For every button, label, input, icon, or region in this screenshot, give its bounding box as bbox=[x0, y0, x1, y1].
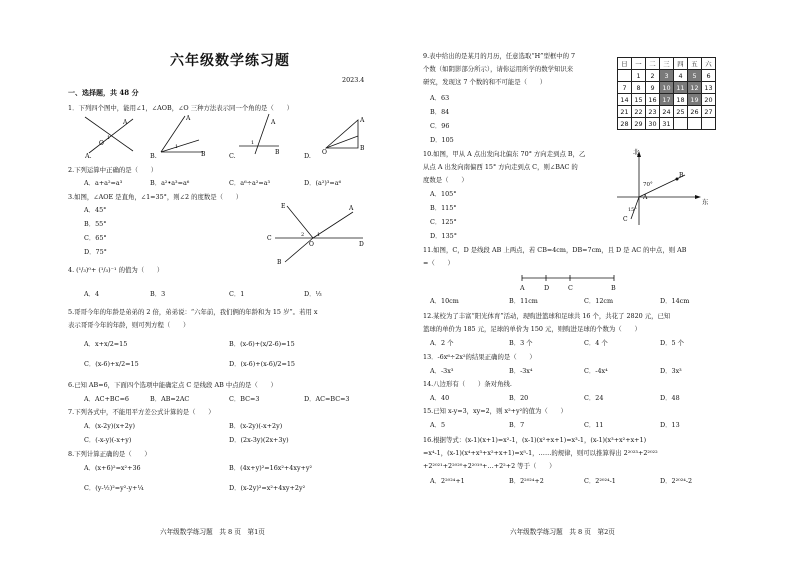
svg-text:A: A bbox=[271, 119, 276, 126]
svg-text:A: A bbox=[123, 119, 128, 126]
q13-option-a: A．-3x³ bbox=[430, 367, 454, 375]
svg-text:1: 1 bbox=[107, 135, 111, 141]
svg-text:E: E bbox=[281, 203, 286, 210]
calendar-cell: 14 bbox=[618, 94, 632, 106]
point-a: A bbox=[520, 284, 525, 292]
q3-option-d: D．75° bbox=[84, 248, 107, 256]
q2-option-b: B．a²•a³=a⁶ bbox=[150, 179, 190, 187]
q14-option-a: A．40 bbox=[430, 394, 450, 402]
q14-option-b: B．20 bbox=[509, 394, 529, 402]
q12-option-a: A．2 个 bbox=[430, 339, 454, 347]
calendar-cell: 21 bbox=[618, 106, 632, 118]
svg-text:D: D bbox=[359, 241, 364, 248]
calendar-row bbox=[618, 82, 716, 94]
q13-option-d: D．3x³ bbox=[660, 367, 682, 375]
q6-option-d: D．AC=BC=3 bbox=[304, 395, 350, 403]
svg-text:A: A bbox=[186, 115, 191, 122]
calendar-cell bbox=[674, 118, 688, 130]
q16-option-d: D．2²⁰²⁴-2 bbox=[660, 477, 693, 485]
calendar-cell: 6 bbox=[702, 70, 716, 82]
point-d: D bbox=[544, 284, 550, 292]
q8-stem: 8.下列计算正确的是（ ） bbox=[68, 450, 151, 458]
q16-stem-2: =x⁴-1，(x-1)(x⁴+x³+x²+x+1)=x⁵-1，……的规律，则可以推算得出 2²⁰²³+2²⁰²² bbox=[423, 449, 658, 457]
svg-text:2: 2 bbox=[301, 232, 305, 238]
point-b: B bbox=[611, 284, 616, 292]
calendar-head-cell: 四 bbox=[674, 58, 688, 70]
q10-compass-figure bbox=[615, 145, 715, 230]
q3-stem: 3.如图，∠AOE 是直角，∠1=35°，则∠2 的度数是（ ） bbox=[68, 193, 243, 201]
q4-option-d: D．⅓ bbox=[304, 290, 322, 298]
calendar-cell bbox=[618, 70, 632, 82]
q13-option-c: C．-4x⁴ bbox=[584, 367, 608, 375]
calendar-row bbox=[618, 106, 716, 118]
q15-option-d: D．13 bbox=[660, 421, 680, 429]
svg-text:C: C bbox=[623, 216, 628, 223]
q9-option-b: B．84 bbox=[430, 108, 450, 116]
q6-stem: 6.已知 AB=6，下面四个选项中能确定点 C 是线段 AB 中点的是（ ） bbox=[68, 381, 277, 389]
calendar-cell bbox=[702, 118, 716, 130]
q5-stem-1: 5.哥哥今年的年龄是弟弟的 2 倍，弟弟说：“六年前，我们俩的年龄和为 15 岁”。若用 x bbox=[68, 308, 318, 316]
q4-option-a: A．4 bbox=[84, 290, 100, 298]
q16-option-c: C．2²⁰²⁴-1 bbox=[584, 477, 616, 485]
calendar-cell: 16 bbox=[646, 94, 660, 106]
svg-text:1: 1 bbox=[317, 232, 321, 238]
calendar-row bbox=[618, 118, 716, 130]
calendar-cell: 29 bbox=[632, 118, 646, 130]
q7-option-c: C．(-x-y)(-x+y) bbox=[84, 436, 132, 444]
calendar-cell: 8 bbox=[632, 82, 646, 94]
calendar-table bbox=[617, 57, 716, 130]
north-label: 北 bbox=[633, 148, 640, 156]
calendar-head-cell: 六 bbox=[702, 58, 716, 70]
q9-option-c: C．96 bbox=[430, 122, 450, 130]
calendar-head-cell: 一 bbox=[632, 58, 646, 70]
calendar-head-cell: 日 bbox=[618, 58, 632, 70]
q1-option-c: C. bbox=[229, 152, 236, 160]
calendar-cell-shaded: 19 bbox=[688, 94, 702, 106]
q7-stem: 7.下列各式中，不能用平方差公式计算的是（ ） bbox=[68, 408, 215, 416]
q16-option-a: A．2²⁰²⁴+1 bbox=[430, 477, 465, 485]
q9-option-d: D．105 bbox=[430, 136, 454, 144]
q7-option-d: D．(2x-3y)(2x+3y) bbox=[229, 436, 289, 444]
calendar-row bbox=[618, 70, 716, 82]
q13-stem: 13．-6x⁶÷2x²的结果正确的是（ ） bbox=[423, 353, 536, 361]
q1-figure-b bbox=[155, 112, 210, 156]
q12-option-d: D．5 个 bbox=[660, 339, 685, 347]
q6-option-c: C．BC=3 bbox=[229, 395, 260, 403]
svg-text:B: B bbox=[360, 145, 365, 152]
q1-figure-a bbox=[85, 115, 135, 155]
q5-stem-2: 表示哥哥今年的年龄，则可列方程（ ） bbox=[68, 321, 190, 329]
calendar-cell-shaded: 5 bbox=[688, 70, 702, 82]
q5-option-c: C．(x-6)+x/2=15 bbox=[84, 360, 139, 368]
svg-text:O: O bbox=[322, 149, 327, 156]
svg-text:O: O bbox=[99, 140, 104, 147]
svg-text:C: C bbox=[267, 235, 272, 242]
q8-option-a: A．(x+6)²=x²+36 bbox=[84, 464, 141, 472]
calendar-cell bbox=[688, 118, 702, 130]
q15-option-b: B．7 bbox=[509, 421, 525, 429]
q1-figure-c bbox=[235, 112, 285, 156]
calendar-cell: 22 bbox=[632, 106, 646, 118]
section-heading: 一、选择题，共 48 分 bbox=[68, 88, 139, 97]
svg-text:B: B bbox=[201, 151, 206, 158]
q2-option-a: A．a+a²=a³ bbox=[84, 179, 123, 187]
east-label: 东 bbox=[702, 198, 709, 206]
calendar-cell: 28 bbox=[618, 118, 632, 130]
page-title: 六年级数学练习题 bbox=[170, 53, 290, 69]
calendar-cell: 20 bbox=[702, 94, 716, 106]
q10-stem-3: 度数是（ ） bbox=[423, 176, 468, 184]
calendar-cell: 31 bbox=[660, 118, 674, 130]
svg-text:A: A bbox=[643, 194, 648, 201]
calendar-head-cell: 二 bbox=[646, 58, 660, 70]
calendar-head-cell: 三 bbox=[660, 58, 674, 70]
calendar-cell: 27 bbox=[702, 106, 716, 118]
q16-stem-1: 16.根据等式：(x-1)(x+1)=x²-1，(x-1)(x²+x+1)=x³-1，(x-1)(x³+x²+x+1) bbox=[423, 436, 647, 444]
q11-option-c: C．12cm bbox=[584, 297, 614, 305]
q5-option-a: A．x+x/2=15 bbox=[84, 340, 128, 348]
svg-text:A: A bbox=[360, 117, 365, 124]
calendar-cell-shaded: 12 bbox=[688, 82, 702, 94]
q14-stem: 14.八边形有（ ）条对角线. bbox=[423, 380, 512, 388]
q15-option-c: C．11 bbox=[584, 421, 604, 429]
q6-option-a: A．AC+BC=6 bbox=[84, 395, 129, 403]
q1-stem: 1．下列四个图中，能用∠1，∠AOB，∠O 三种方法表示同一个角的是（ ） bbox=[68, 104, 293, 112]
q10-stem-1: 10.如图，甲从 A 点出发向北偏东 70° 方向走到点 B，乙 bbox=[423, 150, 586, 158]
calendar-cell: 23 bbox=[646, 106, 660, 118]
q5-option-d: D．(x-6)+(x-6)/2=15 bbox=[229, 360, 295, 368]
q10-option-d: D．135° bbox=[430, 232, 457, 240]
q8-option-c: C．(y-½)²=y²-y+¼ bbox=[84, 484, 144, 492]
q1-figure-d bbox=[320, 112, 368, 154]
q9-stem-2: 个数（如阴影部分所示），请你运用所学的数学知识来 bbox=[423, 65, 574, 73]
calendar-cell: 7 bbox=[618, 82, 632, 94]
calendar-cell: 4 bbox=[674, 70, 688, 82]
q4-stem: 4. (¹/₃)⁰+ (¹/₃)⁻¹ 的值为（ ） bbox=[68, 266, 164, 274]
svg-text:1: 1 bbox=[175, 144, 179, 150]
q11-option-d: D．14cm bbox=[660, 297, 690, 305]
svg-text:B: B bbox=[275, 149, 280, 156]
date: 2023.4 bbox=[342, 76, 365, 84]
q12-stem-1: 12.某校为了丰富“阳光体育”活动，现购进篮球和足球共 16 个，共花了 2820 元，已知 bbox=[423, 312, 671, 320]
calendar-cell: 26 bbox=[688, 106, 702, 118]
q3-option-b: B．55° bbox=[84, 220, 107, 228]
calendar-cell-shaded: 11 bbox=[674, 82, 688, 94]
calendar-cell: 25 bbox=[674, 106, 688, 118]
q10-option-a: A．105° bbox=[430, 190, 457, 198]
svg-text:A: A bbox=[349, 205, 354, 212]
q14-option-d: D．48 bbox=[660, 394, 680, 402]
calendar-header-row bbox=[618, 58, 716, 70]
q10-option-c: C．125° bbox=[430, 218, 457, 226]
q10-option-b: B．115° bbox=[430, 204, 457, 212]
calendar-cell: 18 bbox=[674, 94, 688, 106]
angle-15-label: 15° bbox=[628, 207, 637, 213]
q4-option-c: C．1 bbox=[229, 290, 245, 298]
q9-stem-3: 研究，发现这 7 个数的和不可能是（ ） bbox=[423, 78, 547, 86]
calendar-cell: 1 bbox=[632, 70, 646, 82]
q11-option-a: A．10cm bbox=[430, 297, 459, 305]
q1-option-a: A. bbox=[85, 152, 92, 160]
q3-figure bbox=[265, 200, 365, 266]
calendar-cell: 24 bbox=[660, 106, 674, 118]
q1-option-d: D. bbox=[304, 152, 311, 160]
q1-option-b: B. bbox=[150, 152, 157, 160]
q8-option-b: B．(4x+y)²=16x²+4xy+y² bbox=[229, 464, 313, 472]
q16-stem-3: +2²⁰²¹+2²⁰²⁰+2²⁰¹⁹+…+2²+2 等于（ ） bbox=[423, 462, 556, 470]
q7-option-b: B．(x-2y)(-x+2y) bbox=[229, 422, 283, 430]
calendar-cell: 9 bbox=[646, 82, 660, 94]
q15-stem: 15.已知 x-y=3，xy=2，则 x²+y²的值为（ ） bbox=[423, 407, 567, 415]
q2-option-d: D．(a²)³=a⁶ bbox=[304, 179, 342, 187]
calendar-row bbox=[618, 94, 716, 106]
calendar-cell-shaded: 10 bbox=[660, 82, 674, 94]
q3-option-c: C．65° bbox=[84, 234, 107, 242]
calendar-cell-shaded: 3 bbox=[660, 70, 674, 82]
q5-option-b: B．(x-6)+(x/2-6)=15 bbox=[229, 340, 295, 348]
q10-stem-2: 从点 A 出发向南偏西 15° 方向走到点 C，则∠BAC 的 bbox=[423, 163, 578, 171]
svg-text:B: B bbox=[277, 259, 282, 266]
calendar-cell-shaded: 17 bbox=[660, 94, 674, 106]
q16-option-b: B．2²⁰²⁴+2 bbox=[509, 477, 544, 485]
q14-option-c: C．24 bbox=[584, 394, 604, 402]
q8-option-d: D．(x-2y)²=x²+4xy+2y² bbox=[229, 484, 306, 492]
calendar-cell: 2 bbox=[646, 70, 660, 82]
footer-right: 六年级数学练习题 共 8 页 第2页 bbox=[510, 528, 615, 536]
svg-text:B: B bbox=[679, 172, 684, 179]
calendar-cell: 13 bbox=[702, 82, 716, 94]
angle-70-label: 70° bbox=[643, 182, 653, 188]
calendar-cell: 30 bbox=[646, 118, 660, 130]
q7-option-a: A．(x-2y)(x+2y) bbox=[84, 422, 135, 430]
calendar-cell: 15 bbox=[632, 94, 646, 106]
svg-text:1: 1 bbox=[251, 140, 255, 146]
q11-stem-1: 11.如图，C，D 是线段 AB 上两点，若 CB=4cm，DB=7cm，且 D 是 AC 的中点，则 AB bbox=[423, 246, 687, 254]
q12-stem-2: 篮球的单价为 185 元，足球的单价为 150 元，则购进足球的个数为（ ） bbox=[423, 325, 641, 333]
calendar-head-cell: 五 bbox=[688, 58, 702, 70]
q3-option-a: A．45° bbox=[84, 206, 107, 214]
q6-option-b: B．AB=2AC bbox=[150, 395, 190, 403]
q11-option-b: B．11cm bbox=[509, 297, 538, 305]
point-c: C bbox=[568, 284, 573, 292]
q11-stem-2: =（ ） bbox=[423, 259, 454, 267]
q4-option-b: B．3 bbox=[150, 290, 166, 298]
q9-option-a: A．63 bbox=[430, 94, 450, 102]
q2-stem: 2.下列运算中正确的是（ ） bbox=[68, 166, 158, 174]
q15-option-a: A．5 bbox=[430, 421, 446, 429]
q2-option-c: C．a⁶÷a²=a³ bbox=[229, 179, 271, 187]
q12-option-b: B．3 个 bbox=[509, 339, 533, 347]
q13-option-b: B．-3x⁴ bbox=[509, 367, 533, 375]
q12-option-c: C．4 个 bbox=[584, 339, 608, 347]
footer-left: 六年级数学练习题 共 8 页 第1页 bbox=[160, 528, 265, 536]
svg-text:O: O bbox=[309, 241, 314, 248]
q9-stem-1: 9.表中给出的是某月的月历，任意选取“H”型框中的 7 bbox=[423, 52, 576, 60]
